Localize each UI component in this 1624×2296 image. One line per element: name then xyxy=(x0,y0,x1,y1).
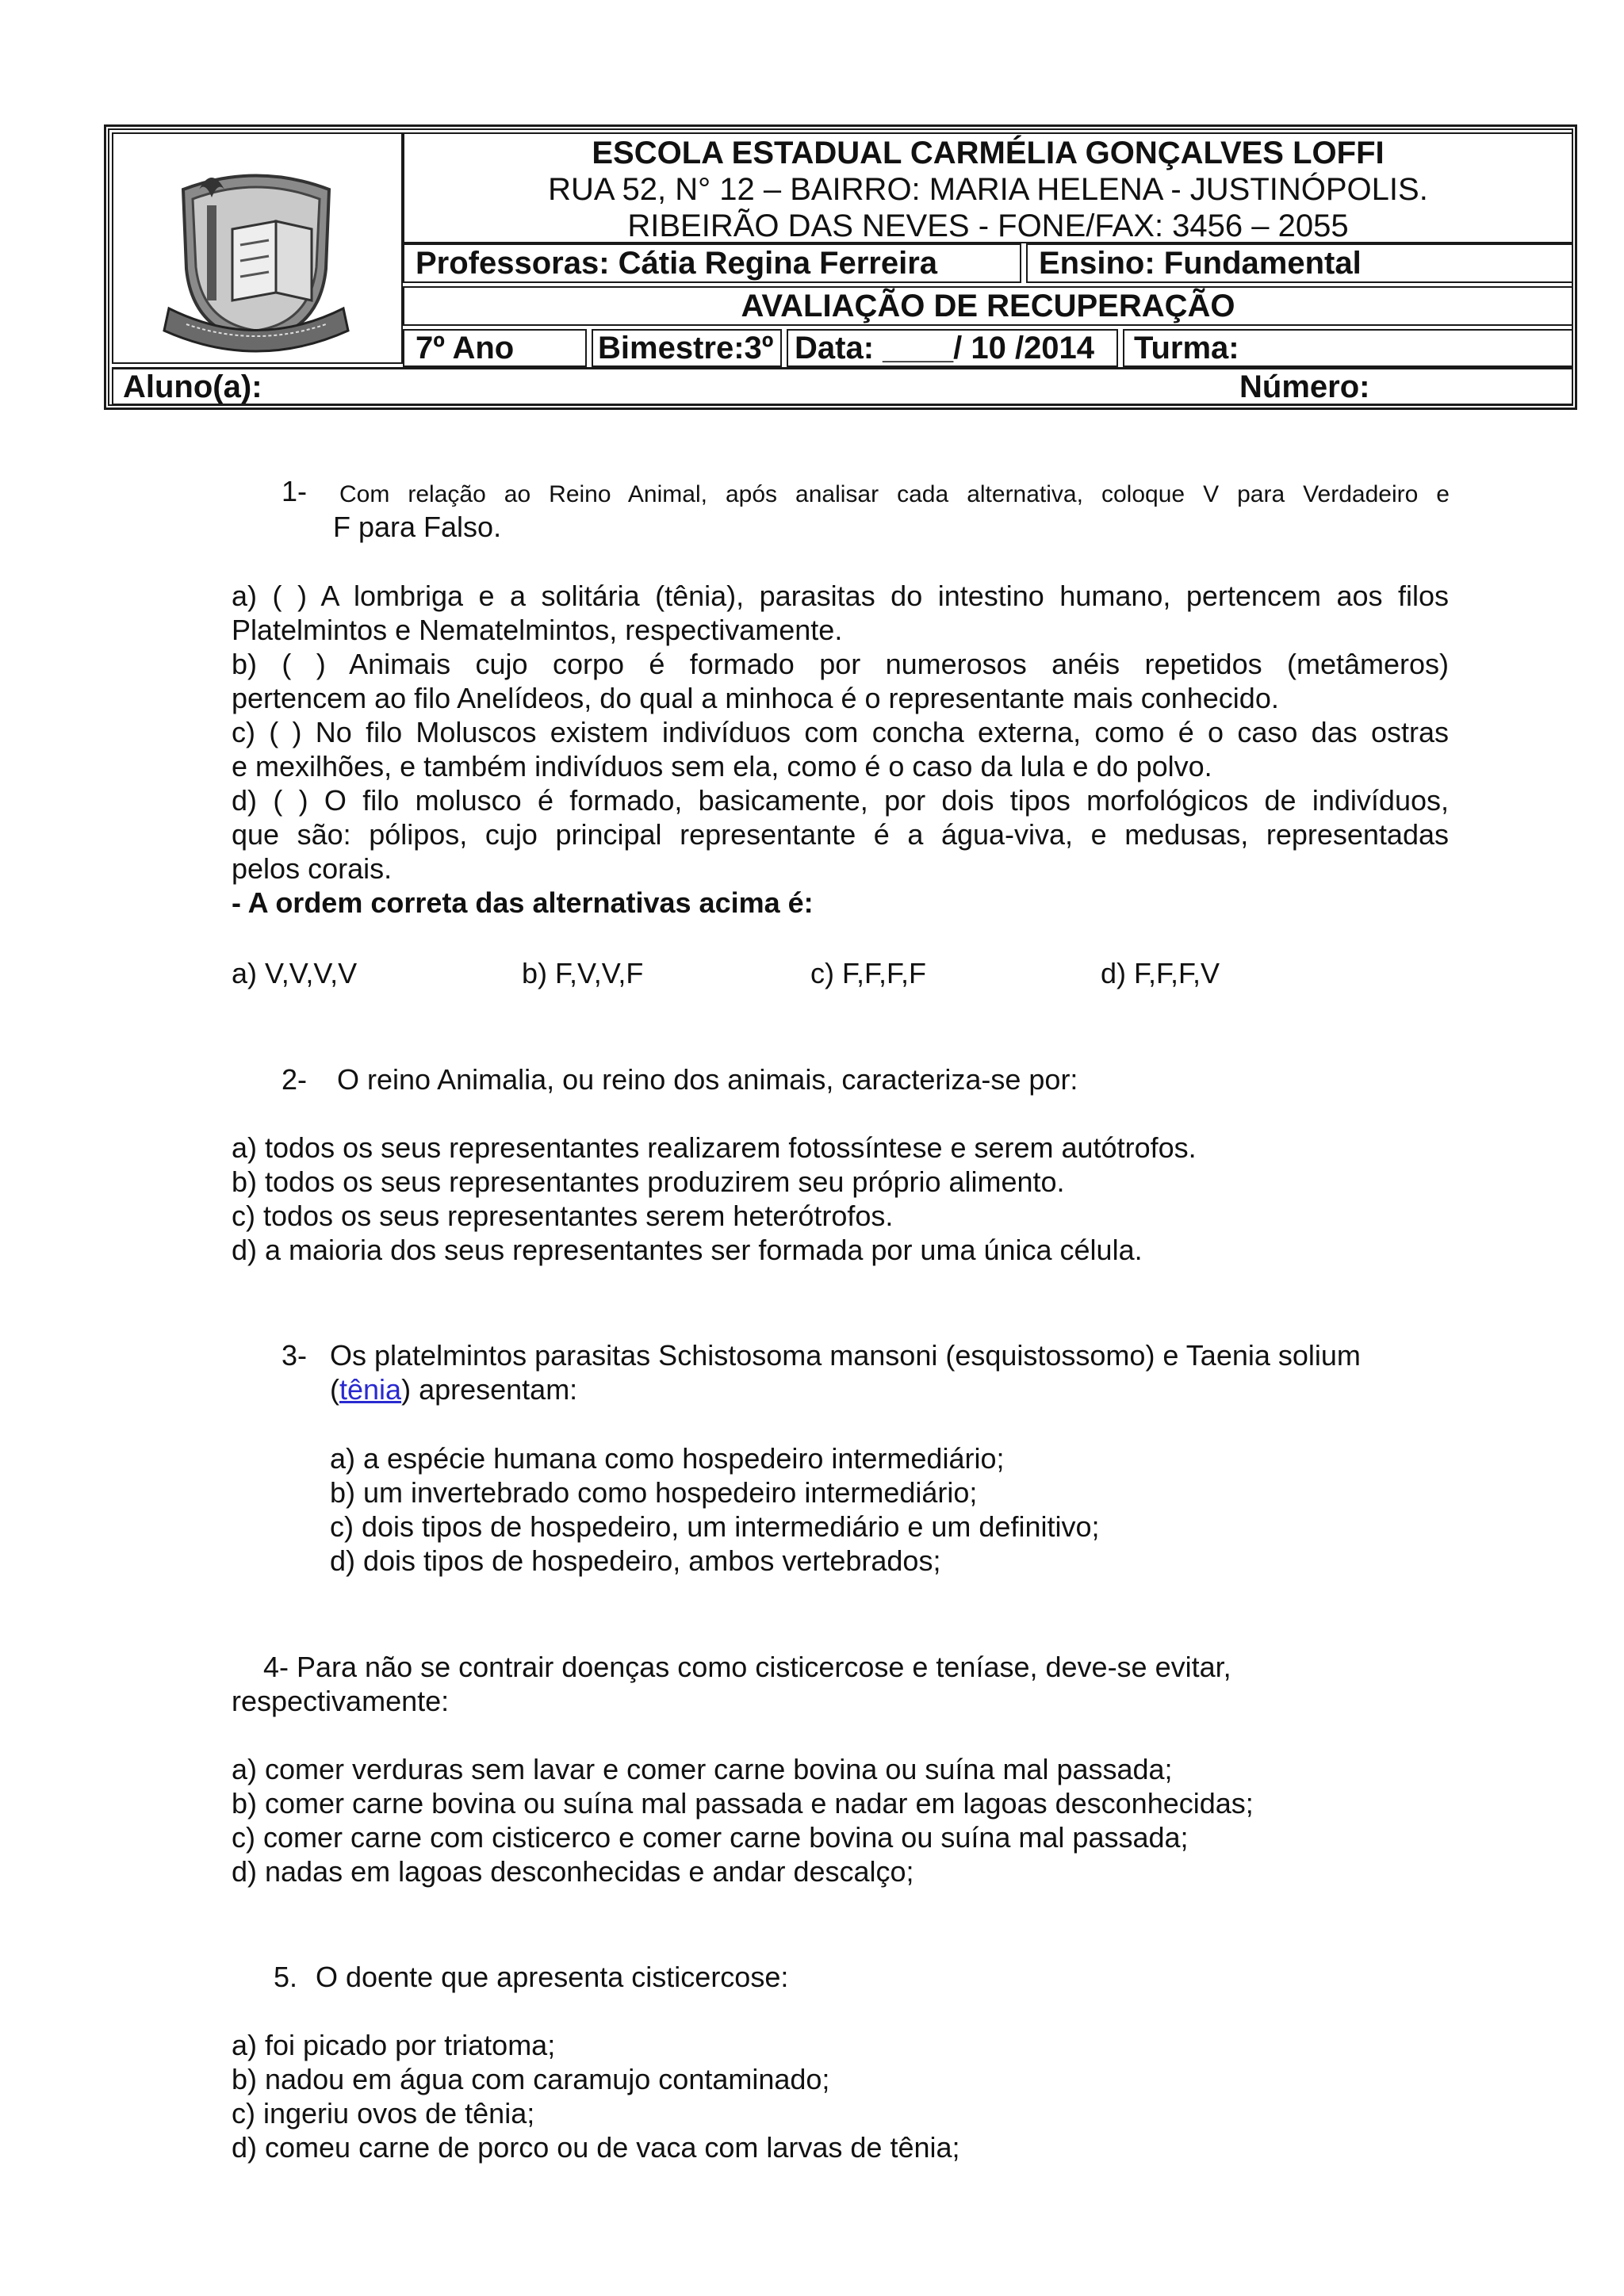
q5-stem: O doente que apresenta cisticercose: xyxy=(316,1961,789,1993)
term-label: Bimestre:3º xyxy=(592,329,782,367)
q2-option-c: c) todos os seus representantes serem heterótrofos. xyxy=(232,1200,894,1232)
school-address: RUA 52, N° 12 – BAIRRO: MARIA HELENA - JUSTINÓPOLIS. xyxy=(548,172,1428,207)
q1-item-a-line2: Platelmintos e Nematelmintos, respectivamente. xyxy=(232,614,843,646)
q1-item-c-line1: c) ( ) No filo Moluscos existem indivíduos com concha externa, como é o caso das ostras xyxy=(232,716,1449,748)
q4-option-b: b) comer carne bovina ou suína mal passada e nadar em lagoas desconhecidas; xyxy=(232,1787,1254,1820)
q1-prompt: - A ordem correta das alternativas acima é: xyxy=(232,886,814,919)
q1-item-b-line2: pertencem ao filo Anelídeos, do qual a minhoca é o representante mais conhecido. xyxy=(232,682,1279,714)
q5-option-c: c) ingeriu ovos de tênia; xyxy=(232,2097,535,2130)
q1-number: 1- xyxy=(282,475,308,507)
q3-stem-line2 xyxy=(330,1372,577,1406)
q1-stem-line1: Com relação ao Reino Animal, após analisar cada alternativa, coloque V para Verdadeiro e xyxy=(339,481,1450,507)
class-field: Turma: xyxy=(1123,329,1573,367)
teaching-level-label: Ensino: Fundamental xyxy=(1026,243,1573,283)
q4-stem-line2: respectivamente: xyxy=(232,1685,450,1717)
q3-open-paren: ( xyxy=(330,1373,339,1406)
q5-option-b: b) nadou em água com caramujo contaminado; xyxy=(232,2063,830,2095)
q4-option-a: a) comer verduras sem lavar e comer carne bovina ou suína mal passada; xyxy=(232,1753,1173,1785)
q1-item-b-line1: b) ( ) Animais cujo corpo é formado por numerosos anéis repetidos (metâmeros) xyxy=(232,648,1449,680)
q4-stem-line1: 4- Para não se contrair doenças como cisticercose e teníase, deve-se evitar, xyxy=(263,1651,1231,1683)
q1-option-c: c) F,F,F,F xyxy=(810,957,926,989)
q1-item-d-line3: pelos corais. xyxy=(232,852,393,885)
q3-option-d: d) dois tipos de hospedeiro, ambos vertebrados; xyxy=(330,1544,941,1577)
q1-stem-line2: F para Falso. xyxy=(333,511,502,543)
school-info-cell xyxy=(403,132,1573,243)
q1-option-b: b) F,V,V,F xyxy=(522,957,644,989)
q1-item-d-line2: que são: pólipos, cujo principal representante é a água-viva, e medusas, representadas xyxy=(232,818,1449,851)
q1-item-d-line1: d) ( ) O filo molusco é formado, basicamente, por dois tipos morfológicos de indivíduos, xyxy=(232,784,1449,817)
school-logo-box xyxy=(112,132,403,364)
grade-label: 7º Ano xyxy=(403,329,587,367)
q1-option-a: a) V,V,V,V xyxy=(232,957,358,989)
q4-option-d: d) nadas em lagoas desconhecidas e andar descalço; xyxy=(232,1855,914,1888)
exam-title: AVALIAÇÃO DE RECUPERAÇÃO xyxy=(403,286,1573,326)
q2-option-a: a) todos os seus representantes realizarem fotossíntese e serem autótrofos. xyxy=(232,1131,1197,1164)
q3-number: 3- xyxy=(282,1339,308,1372)
q5-number: 5. xyxy=(274,1961,298,1993)
date-field: Data: ____/ 10 /2014 xyxy=(787,329,1118,367)
q1-option-d: d) F,F,F,V xyxy=(1101,957,1220,989)
q3-option-c: c) dois tipos de hospedeiro, um intermediário e um definitivo; xyxy=(330,1510,1100,1543)
tenia-link[interactable]: tênia xyxy=(339,1373,402,1406)
q1-item-a-line1: a) ( ) A lombriga e a solitária (tênia), parasitas do intestino humano, pertencem aos filos xyxy=(232,580,1449,612)
q2-number: 2- xyxy=(282,1063,308,1096)
q2-option-d: d) a maioria dos seus representantes ser formada por uma única célula. xyxy=(232,1234,1143,1266)
q3-option-b: b) um invertebrado como hospedeiro intermediário; xyxy=(330,1476,978,1509)
q5-option-a: a) foi picado por triatoma; xyxy=(232,2029,556,2061)
q3-stem-tail: ) apresentam: xyxy=(401,1373,578,1406)
student-name-field: Aluno(a): xyxy=(123,369,262,404)
teachers-label: Professoras: Cátia Regina Ferreira xyxy=(403,243,1021,283)
school-city-phone: RIBEIRÃO DAS NEVES - FONE/FAX: 3456 – 2055 xyxy=(627,209,1349,243)
q3-stem-line1: Os platelmintos parasitas Schistosoma mansoni (esquistossomo) e Taenia solium xyxy=(330,1339,1361,1372)
student-row xyxy=(112,367,1573,405)
q1-item-c-line2: e mexilhões, e também indivíduos sem ela, como é o caso da lula e do polvo. xyxy=(232,750,1212,783)
school-crest-logo xyxy=(113,134,401,362)
school-name: ESCOLA ESTADUAL CARMÉLIA GONÇALVES LOFFI xyxy=(592,136,1385,170)
q2-stem: O reino Animalia, ou reino dos animais, caracteriza-se por: xyxy=(337,1063,1078,1096)
q5-option-d: d) comeu carne de porco ou de vaca com larvas de tênia; xyxy=(232,2131,960,2164)
student-number-field: Número: xyxy=(1239,369,1370,404)
q4-option-c: c) comer carne com cisticerco e comer carne bovina ou suína mal passada; xyxy=(232,1821,1189,1854)
q2-option-b: b) todos os seus representantes produzirem seu próprio alimento. xyxy=(232,1165,1065,1198)
q3-option-a: a) a espécie humana como hospedeiro intermediário; xyxy=(330,1442,1005,1475)
